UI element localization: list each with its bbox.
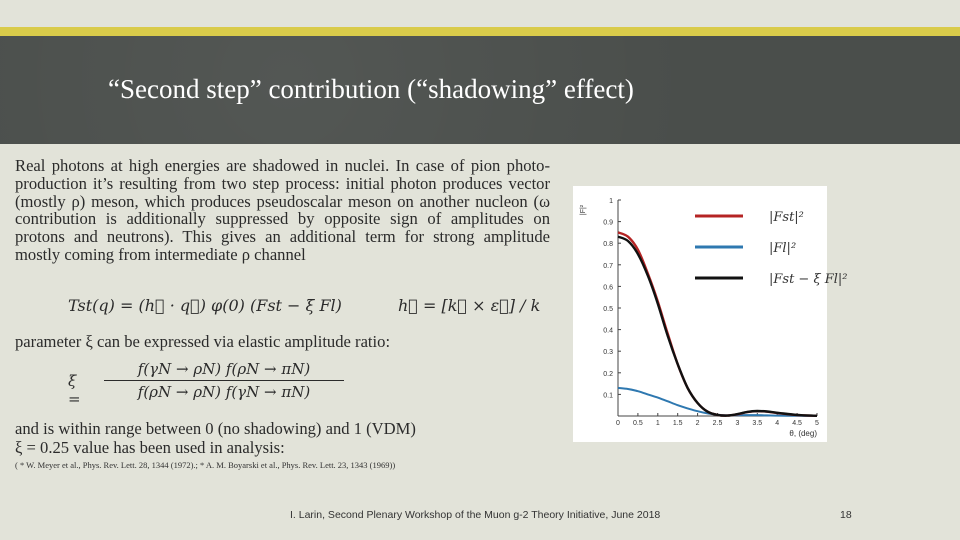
y-tick-label: 0.1 [603,392,613,400]
x-tick-label: 4.5 [792,420,802,427]
x-tick-label: 0 [616,420,620,427]
chart-svg [573,186,848,442]
x-tick-label: 2.5 [712,420,723,427]
form-factor-plot [573,186,848,442]
fraction-bar [104,380,344,381]
x-tick-label: 5 [815,420,819,427]
x-tick-label: 0.5 [633,420,643,427]
xi-value-line: ξ = 0.25 value has been used in analysis: [15,438,285,457]
body-paragraph: Real photons at high energies are shadowed in nuclei. In case of pion photo-production it’s resulting from two step process: initial photon produces vector (mostly ρ) meson, which produces pseudoscalar meson on another nucleon (ω contribution is additionally suppressed by opposite sign of amplitudes on protons and neutrons). This gives an additional term for strong amplitude mostly coming from intermediate ρ channel [15,156,550,264]
series-line-1 [618,388,817,416]
legend-label-1: |Fl|² [769,241,797,256]
y-tick-label: 0.9 [603,219,613,227]
y-tick-label: 0.8 [603,241,613,249]
y-tick-label: 0.4 [603,327,613,335]
x-tick-label: 2 [695,420,700,427]
legend-label-0: |Fst|² [769,210,804,225]
series-line-2 [618,237,817,416]
within-line: and is within range between 0 (no shadowing) and 1 (VDM) [15,419,416,438]
xi-numerator: f(γN → ρN) f(ρN → πN) [137,360,311,378]
footer-text: I. Larin, Second Plenary Workshop of the Muon g-2 Theory Initiative, June 2018 [290,509,661,521]
y-tick-label: 0.3 [603,349,613,357]
xi-denominator: f(ρN → ρN) f(γN → πN) [137,383,311,401]
y-axis-label: |F|² [580,204,587,216]
y-tick-label: 0.6 [603,284,613,292]
equation-tst: Tst(q) = (h⃗ · q⃗) φ(0) (Fst − ξ Fl) [68,296,342,315]
slide-title: “Second step” contribution (“shadowing” effect) [108,74,634,104]
y-tick-label: 0.7 [603,262,613,270]
legend-label-2: |Fst − ξ Fl|² [769,272,848,287]
x-axis-label: θ, (deg) [789,429,817,438]
param-line: parameter ξ can be expressed via elastic amplitude ratio: [15,332,391,351]
series-line-0 [618,232,817,415]
y-tick-label: 0.2 [603,370,613,378]
references: ( * W. Meyer et al., Phys. Rev. Lett. 28, 1344 (1972).; * A. M. Boyarski et al., Phys. Rev. Lett. 23, 1343 (1969)) [15,460,396,470]
xi-lhs: ξ = [68,372,81,408]
x-tick-label: 3.5 [752,420,763,427]
y-tick-label: 0.5 [603,306,613,313]
x-tick-label: 1 [655,420,660,427]
x-tick-label: 4 [775,420,780,427]
x-tick-label: 3 [735,420,740,427]
equation-h: h⃗ = [k⃗ × ε⃗] / k [398,296,541,315]
accent-bar [0,27,960,36]
page-number: 18 [840,509,852,521]
xi-fraction [104,360,344,401]
y-tick-label: 1 [609,198,613,205]
x-tick-label: 1.5 [672,420,683,427]
